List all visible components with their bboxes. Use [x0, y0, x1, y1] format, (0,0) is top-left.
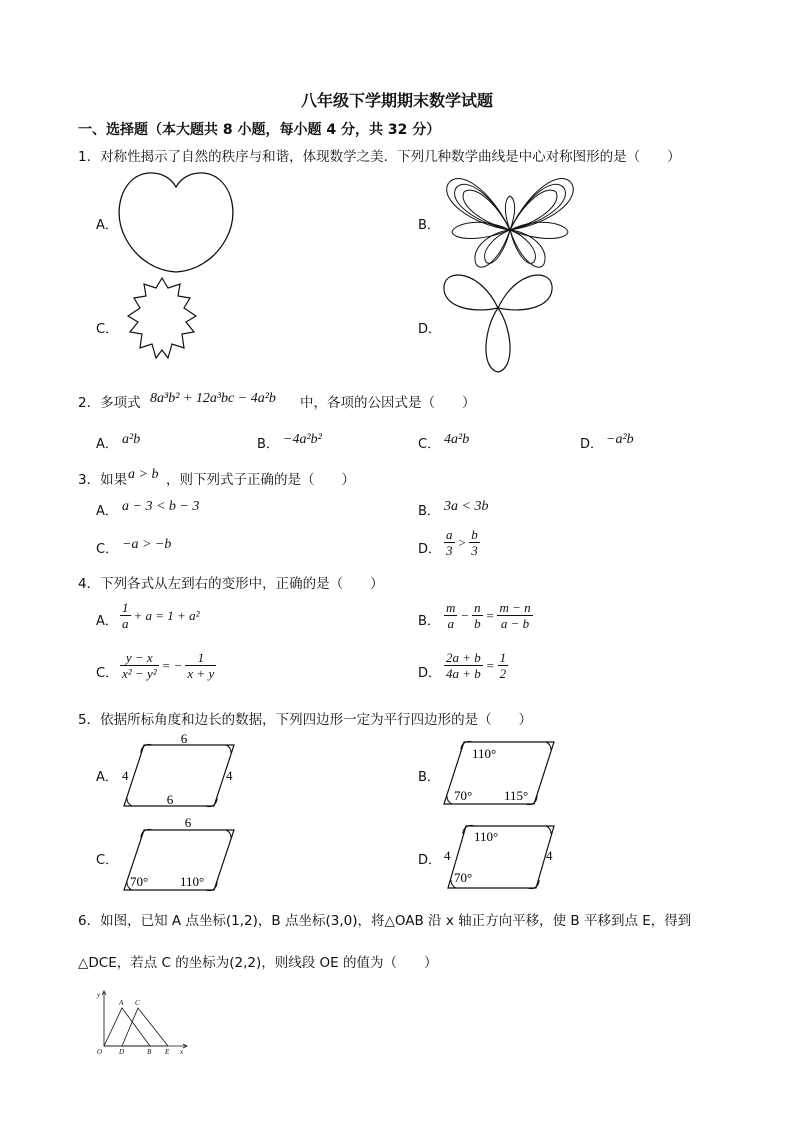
q4-option-d-label: D．: [418, 666, 442, 681]
fraction: $\frac{b}{3}$: [471, 527, 478, 558]
q2-option-c: 4a²b: [444, 432, 470, 447]
q3-option-d: $\frac{a}{3}$ > $\frac{b}{3}$: [446, 527, 478, 558]
side-right-label: 4: [226, 768, 233, 783]
svg-text:D: D: [119, 1048, 125, 1056]
svg-text:x: x: [180, 1048, 184, 1056]
angle-bottom-left-label: 70°: [130, 874, 149, 889]
q2-option-d: −a²b: [606, 432, 634, 447]
page-title: 八年级下学期期末数学试题: [300, 91, 493, 110]
angle-bottom-right-label: 110°: [180, 874, 205, 889]
q5-option-b-label: B．: [418, 770, 440, 785]
q3-option-a: a − 3 < b − 3: [122, 499, 200, 514]
section-heading: 一、选择题（本大题共 8 小题，每小题 4 分，共 32 分）: [78, 122, 441, 138]
q4-option-c-label: C．: [96, 666, 119, 681]
question-6-line-2: △DCE，若点 C 的坐标为(2,2)，则线段 OE 的值为（ ）: [78, 955, 438, 971]
question-4-stem: 4．下列各式从左到右的变形中，正确的是（ ）: [78, 576, 384, 592]
question-2-suffix: 中，各项的公因式是（ ）: [300, 395, 476, 411]
coordinate-figure: [94, 986, 190, 1056]
svg-text:O: O: [97, 1048, 103, 1056]
q4-option-d: $\frac{2a + b}{4a + b}$ = $\frac{1}{2}$: [446, 650, 507, 681]
side-left-label: 4: [122, 768, 129, 783]
parallelogram-b-figure: [440, 738, 565, 808]
three-leaf-rose-figure: [440, 268, 560, 378]
q4-option-a-label: A．: [96, 614, 118, 629]
q1-option-a-label: A．: [96, 218, 118, 233]
parallelogram-d-figure: [440, 822, 565, 892]
svg-text:A: A: [119, 999, 124, 1007]
question-3-suffix: ，则下列式子正确的是（ ）: [166, 472, 355, 488]
question-3-condition: a > b: [128, 467, 159, 482]
q4-option-a: $\frac{1}{a}$ + a = 1 + a²: [122, 600, 200, 631]
q5-option-d-label: D．: [418, 853, 442, 868]
q1-option-b-label: B．: [418, 218, 440, 233]
q2-option-b-label: B．: [257, 437, 279, 452]
question-3-prefix: 3．如果: [78, 472, 128, 488]
parallelogram-a-figure: [118, 730, 243, 810]
q3-option-c-label: C．: [96, 542, 119, 557]
angle-bottom-left-label: 70°: [454, 870, 473, 885]
question-2-prefix: 2．多项式: [78, 395, 141, 411]
koch-snowflake-figure: [112, 272, 212, 372]
question-1-stem: 1．对称性揭示了自然的秩序与和谐，体现数学之美．下列几种数学曲线是中心对称图形的是（ ）: [78, 149, 681, 165]
q3-option-c: −a > −b: [122, 537, 172, 552]
q3-option-b-label: B．: [418, 504, 440, 519]
side-right-label: 4: [546, 848, 553, 863]
question-2-expression: 8a³b² + 12a³bc − 4a²b: [150, 391, 276, 406]
q4-option-b: $\frac{m}{a}$ − $\frac{n}{b}$ = $\frac{m - n}{a - b}$: [446, 600, 531, 631]
side-bottom-label: 6: [166, 792, 174, 807]
svg-text:B: B: [147, 1048, 152, 1056]
question-6-line-1: 6．如图，已知 A 点坐标(1,2)，B 点坐标(3,0)，将△OAB 沿 x 轴正方向平移，使 B 平移到点 E，得到: [78, 913, 692, 929]
q3-option-a-label: A．: [96, 504, 118, 519]
question-5-stem: 5．依据所标角度和边长的数据，下列四边形一定为平行四边形的是（ ）: [78, 712, 533, 728]
angle-bottom-left-label: 70°: [454, 788, 473, 803]
q3-option-d-label: D．: [418, 542, 442, 557]
q1-option-c-label: C．: [96, 322, 119, 337]
parallelogram-c-figure: [118, 814, 243, 894]
q2-option-d-label: D．: [580, 437, 604, 452]
cardioid-figure: [112, 165, 242, 275]
side-top-label: 6: [180, 731, 188, 746]
q4-option-c: $\frac{y - x}{\text{x² − y²}}$ = − $\frac{1}{x + y}$: [122, 650, 215, 681]
q4-option-b-label: B．: [418, 614, 440, 629]
q3-option-b: 3a < 3b: [444, 499, 489, 514]
butterfly-curve-figure: [440, 168, 580, 276]
angle-top-label: 110°: [474, 829, 499, 844]
q2-option-b: −4a²b²: [283, 432, 322, 447]
q5-option-a-label: A．: [96, 770, 118, 785]
fraction: $\frac{a}{3}$: [446, 527, 453, 558]
svg-text:y: y: [97, 991, 101, 999]
q2-option-a-label: A．: [96, 437, 118, 452]
svg-text:C: C: [135, 999, 140, 1007]
q5-option-c-label: C．: [96, 853, 119, 868]
side-top-label: 6: [184, 815, 192, 830]
q2-option-c-label: C．: [418, 437, 441, 452]
svg-text:E: E: [165, 1048, 170, 1056]
q2-option-a: a²b: [122, 432, 141, 447]
side-left-label: 4: [444, 848, 451, 863]
angle-bottom-right-label: 115°: [504, 788, 529, 803]
angle-top-label: 110°: [472, 746, 497, 761]
q1-option-d-label: D．: [418, 322, 442, 337]
